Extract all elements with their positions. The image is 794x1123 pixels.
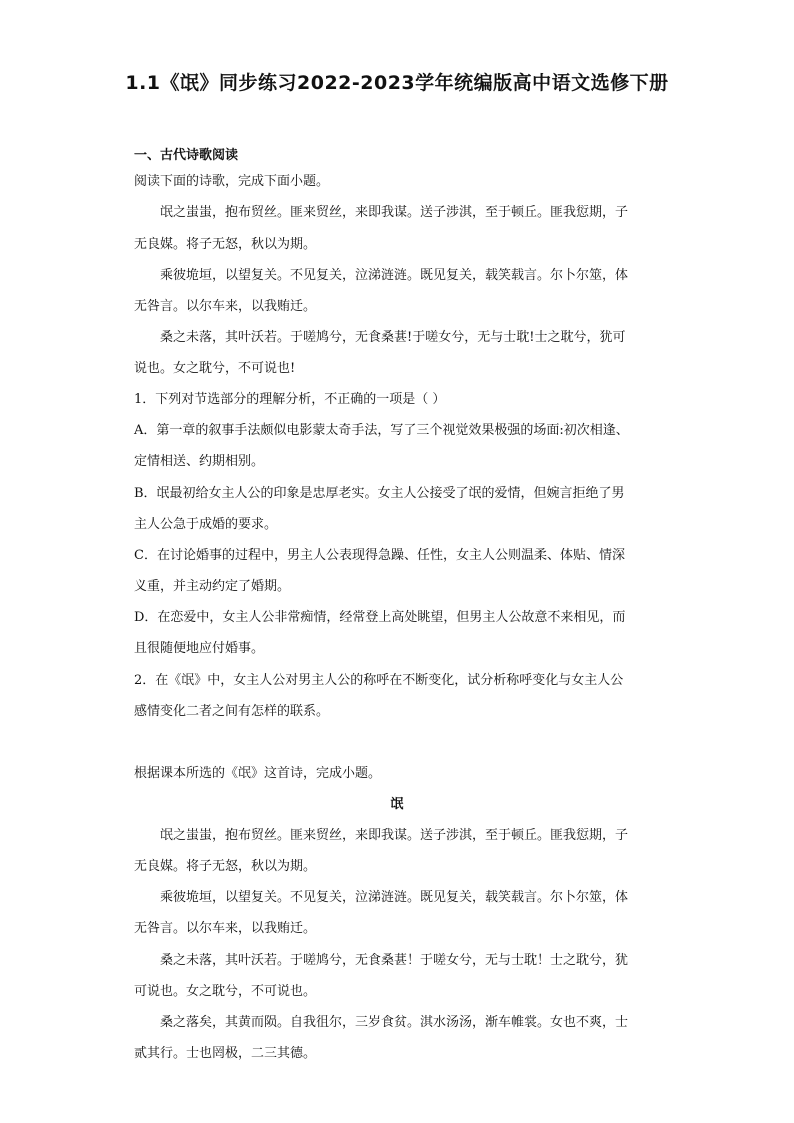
option-c-continued: 义重，并主动约定了婚期。: [134, 579, 291, 594]
option-b-continued: 主人公急于成婚的要求。: [134, 517, 278, 532]
poem-line: 氓之蚩蚩，抱布贸丝。匪来贸丝，来即我谋。送子涉淇，至于顿丘。匪我愆期，子: [160, 205, 629, 220]
option-d-continued: 且很随便地应付婚事。: [134, 641, 265, 656]
question-text: 1．下列对节选部分的理解分析，不正确的一项是（ ）: [134, 392, 446, 407]
poem-line: 桑之未落，其叶沃若。于嗟鸠兮，无食桑葚!于嗟女兮，无与士耽!士之耽兮，犹可: [160, 330, 626, 345]
poem-line: 说也。女之耽兮，不可说也!: [134, 361, 296, 376]
poem-line: 桑之落矣，其黄而陨。自我徂尔，三岁食贫。淇水汤汤，渐车帷裳。女也不爽，士: [160, 1015, 629, 1030]
section-heading: 一、古代诗歌阅读: [134, 148, 239, 163]
section-instruction: 根据课本所选的《氓》这首诗，完成小题。: [134, 766, 382, 781]
option-c: C．在讨论婚事的过程中，男主人公表现得急躁、任性，女主人公则温柔、体贴、情深: [134, 548, 625, 563]
poem-title: 氓: [390, 797, 404, 812]
poem-line: 无良媒。将子无怒，秋以为期。: [134, 859, 317, 874]
question-text: 2．在《氓》中，女主人公对男主人公的称呼在不断变化，试分析称呼变化与女主人公: [134, 673, 624, 688]
poem-line: 无咎言。以尔车来，以我贿迁。: [134, 299, 317, 314]
option-a-continued: 定情相送、约期相别。: [134, 454, 265, 469]
option-d: D．在恋爱中，女主人公非常痴情，经常登上高处眺望，但男主人公故意不来相见，而: [134, 610, 626, 625]
poem-line: 乘彼垝垣，以望复关。不见复关，泣涕涟涟。既见复关，载笑载言。尔卜尔筮，体: [160, 268, 629, 283]
poem-line: 乘彼垝垣，以望复关。不见复关，泣涕涟涟。既见复关，载笑载言。尔卜尔筮，体: [160, 890, 629, 905]
poem-line: 桑之未落，其叶沃若。于嗟鸠兮，无食桑葚！于嗟女兮，无与士耽！士之耽兮，犹: [160, 953, 629, 968]
page-title: 1.1《氓》同步练习2022-2023学年统编版高中语文选修下册: [125, 72, 669, 94]
poem-line: 贰其行。士也罔极，二三其德。: [134, 1046, 317, 1061]
poem-line: 无良媒。将子无怒，秋以为期。: [134, 237, 317, 252]
poem-line: 氓之蚩蚩，抱布贸丝。匪来贸丝，来即我谋。送子涉淇，至于顿丘。匪我愆期，子: [160, 828, 629, 843]
section-instruction: 阅读下面的诗歌，完成下面小题。: [134, 174, 330, 189]
option-a: A．第一章的叙事手法颇似电影蒙太奇手法，写了三个视觉效果极强的场面:初次相逢、: [134, 423, 629, 438]
question-text-continued: 感情变化二者之间有怎样的联系。: [134, 704, 330, 719]
option-b: B．氓最初给女主人公的印象是忠厚老实。女主人公接受了氓的爱情，但婉言拒绝了男: [134, 486, 625, 501]
poem-line: 无咎言。以尔车来，以我贿迁。: [134, 921, 317, 936]
poem-line: 可说也。女之耽兮，不可说也。: [134, 984, 317, 999]
